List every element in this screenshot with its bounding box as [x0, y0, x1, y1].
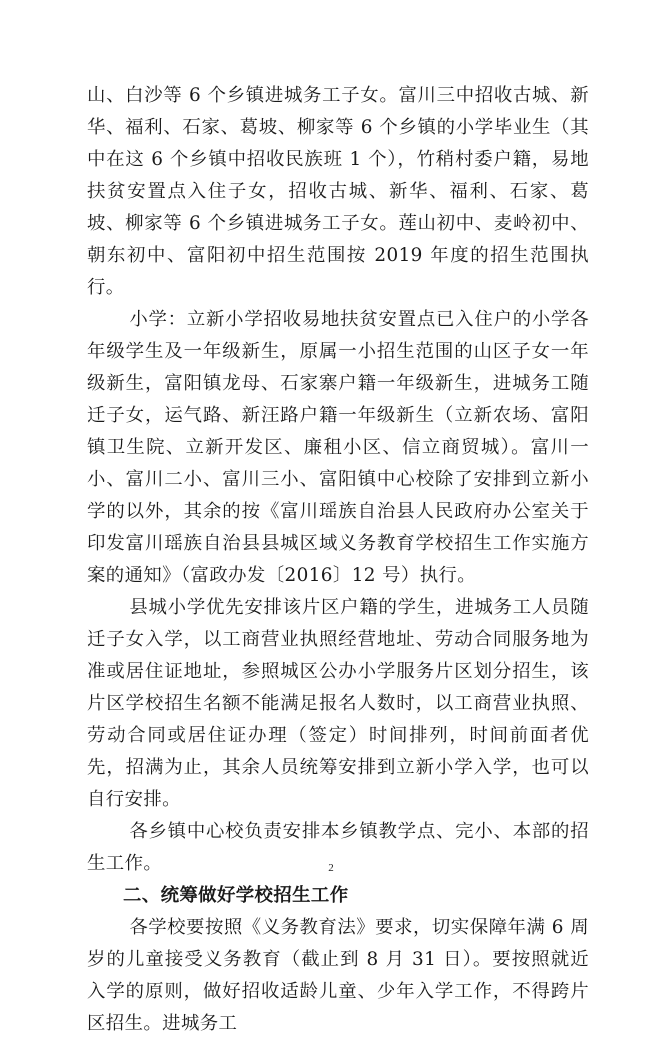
page-number: 2 [328, 862, 334, 874]
document-body [87, 80, 589, 1040]
paragraph-continuation: 山、白沙等 6 个乡镇进城务工子女。富川三中招收古城、新华、福利、石家、葛坡、柳家等 6 个乡镇的小学毕业生（其中在这 6 个乡镇中招收民族班 1 个），竹稍村委户籍，易地扶贫安置点入住子女，招收古城、新华、福利、石家、葛坡、柳家等 6 个乡镇进城务工子女。莲山初中、麦岭初中、朝东初中、富阳初中招生范围按 2019 年度的招生范围执行。 [87, 85, 589, 298]
paragraph-primary-school: 小学：立新小学招收易地扶贫安置点已入住户的小学各年级学生及一年级新生，原属一小招生范围的山区子女一年级新生，富阳镇龙母、石家寨户籍一年级新生，进城务工随迁子女，运气路、新汪路户籍一年级新生（立新农场、富阳镇卫生院、立新开发区、廉租小区、信立商贸城）。富川一小、富川二小、富川三小、富阳镇中心校除了安排到立新小学的以外，其余的按《富川瑶族自治县人民政府办公室关于印发富川瑶族自治县县城区域义务教育学校招生工作实施方案的通知》（富政办发〔2016〕12 号）执行。 [87, 309, 589, 586]
paragraph-township: 各乡镇中心校负责安排本乡镇教学点、完小、本部的招生工作。 [87, 821, 589, 874]
paragraph-county-priority: 县城小学优先安排该片区户籍的学生，进城务工人员随迁子女入学，以工商营业执照经营地址、劳动合同服务地为准或居住证地址，参照城区公办小学服务片区划分招生，该片区学校招生名额不能满足报名人数时，以工商营业执照、劳动合同或居住证办理（签定）时间排列，时间前面者优先，招满为止，其余人员统筹安排到立新小学入学，也可以自行安排。 [87, 597, 589, 810]
section-heading: 二、统筹做好学校招生工作 [123, 885, 349, 906]
paragraph-closing: 各学校要按照《义务教育法》要求，切实保障年满 6 周岁的儿童接受义务教育（截止到 8 月 31 日）。要按照就近入学的原则，做好招收适龄儿童、少年入学工作，不得跨片区招生。进城务工 [87, 917, 589, 1034]
